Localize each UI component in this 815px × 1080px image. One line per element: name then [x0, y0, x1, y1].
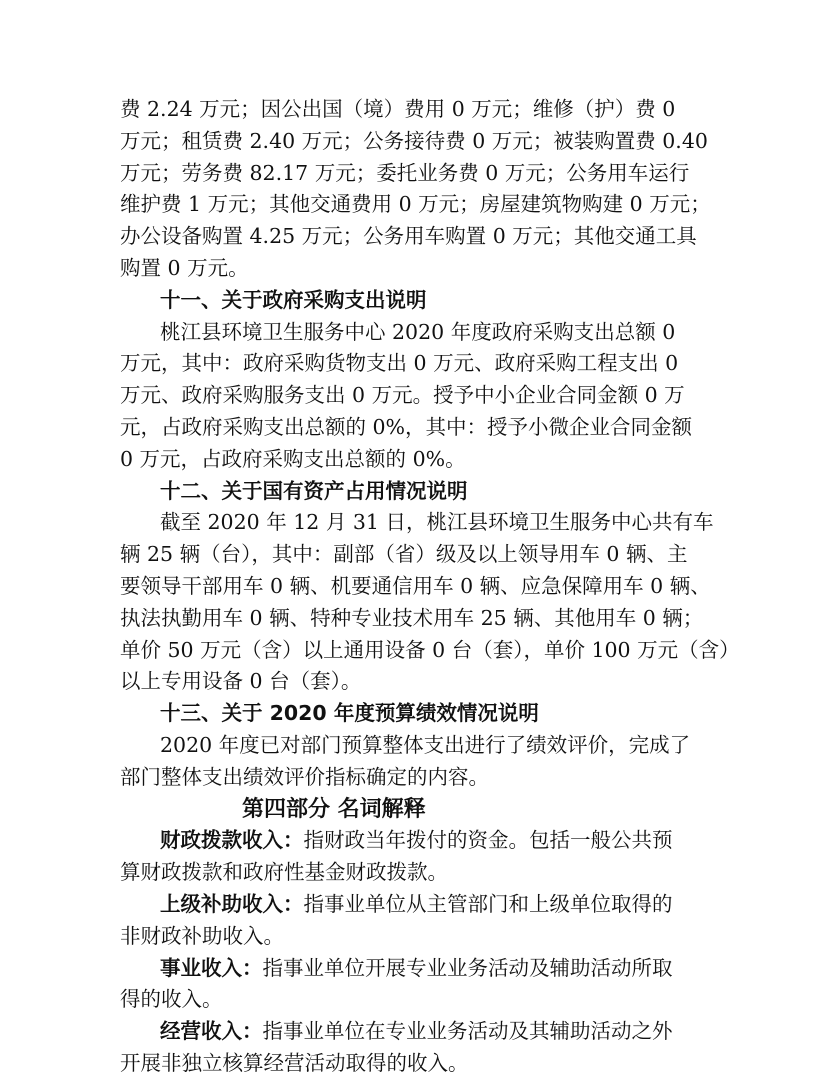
term-definition: [120, 953, 702, 985]
expense-line: 费 2.24 万元；因公出国（境）费用 0 万元；维修（护）费 0: [120, 97, 676, 121]
term-definition-cont: 非财政补助收入。: [120, 923, 284, 948]
term-label: 经营收入：: [160, 1019, 263, 1044]
section-12-line: 执法执勤用车 0 辆、特种专业技术用车 25 辆、其他用车 0 辆；: [120, 605, 704, 630]
section-12-line: 辆 25 辆（台），其中：副部（省）级及以上领导用车 0 辆、主: [120, 542, 688, 567]
term-text: 指事业单位在专业业务活动及其辅助活动之外: [262, 1019, 673, 1044]
term-text: 指事业单位从主管部门和上级单位取得的: [303, 891, 673, 916]
section-13-line: 2020 年度已对部门预算整体支出进行了绩效评价，完成了: [160, 732, 691, 757]
section-11-line: 元，占政府采购支出总额的 0%，其中：授予小微企业合同金额: [120, 414, 693, 439]
term-definition-cont: 算财政拨款和政府性基金财政拨款。: [120, 860, 448, 885]
section-12-line: 单价 50 万元（含）以上通用设备 0 台（套），单价 100 万元（含）: [120, 637, 740, 662]
section-12-line: 截至 2020 年 12 月 31 日，桃江县环境卫生服务中心共有车: [160, 510, 714, 535]
section-12-line: 以上专用设备 0 台（套）。: [120, 669, 362, 694]
section-11-line: 0 万元，占政府采购支出总额的 0%。: [120, 446, 466, 471]
section-11-line: 桃江县环境卫生服务中心 2020 年度政府采购支出总额 0: [160, 319, 676, 344]
term-definition: [120, 825, 702, 857]
expense-line: 购置 0 万元。: [120, 255, 249, 280]
term-definition-cont: 得的收入。: [120, 987, 223, 1012]
term-definition-cont: 开展非独立核算经营活动取得的收入。: [120, 1050, 469, 1075]
section-11-heading: 十一、关于政府采购支出说明: [160, 287, 427, 312]
part-four-title: 第四部分 名词解释: [242, 796, 426, 822]
term-text: 指财政当年拨付的资金。包括一般公共预: [303, 828, 673, 853]
expense-line: 万元；劳务费 82.17 万元；委托业务费 0 万元；公务用车运行: [120, 160, 690, 185]
document-body: [120, 94, 740, 1080]
term-definition: [120, 1016, 702, 1048]
section-11-line: 万元、政府采购服务支出 0 万元。授予中小企业合同金额 0 万: [120, 383, 685, 408]
expense-line: 万元；租赁费 2.40 万元；公务接待费 0 万元；被装购置费 0.40: [120, 128, 708, 153]
term-label: 上级补助收入：: [160, 891, 304, 916]
term-definition: [120, 889, 702, 921]
section-13-line: 部门整体支出绩效评价指标确定的内容。: [120, 764, 489, 789]
term-label: 事业收入：: [160, 955, 263, 980]
section-12-heading: 十二、关于国有资产占用情况说明: [160, 478, 468, 503]
expense-line: 办公设备购置 4.25 万元；公务用车购置 0 万元；其他交通工具: [120, 224, 697, 249]
section-12-line: 要领导干部用车 0 辆、机要通信用车 0 辆、应急保障用车 0 辆、: [120, 573, 711, 598]
section-11-line: 万元，其中：政府采购货物支出 0 万元、政府采购工程支出 0: [120, 351, 679, 376]
section-13-heading: 十三、关于 2020 年度预算绩效情况说明: [160, 701, 539, 726]
expense-line: 维护费 1 万元；其他交通费用 0 万元；房屋建筑物购建 0 万元；: [120, 192, 711, 217]
term-text: 指事业单位开展专业业务活动及辅助活动所取: [262, 955, 673, 980]
term-label: 财政拨款收入：: [160, 828, 304, 853]
